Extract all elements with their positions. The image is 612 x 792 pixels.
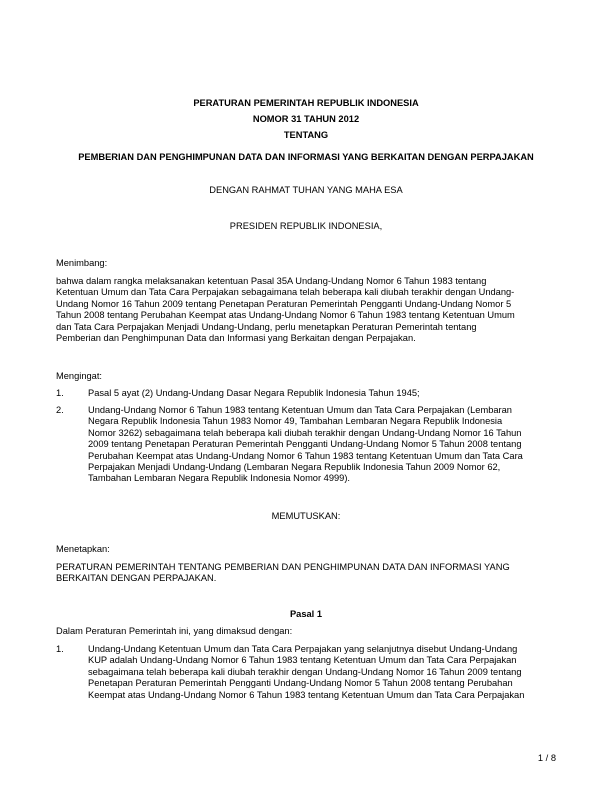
item-number: 1. (56, 388, 64, 398)
rahmat-line: DENGAN RAHMAT TUHAN YANG MAHA ESA (209, 185, 403, 195)
text-line: KUP adalah Undang-Undang Nomor 6 Tahun 1983 tentang Ketentuan Umum dan Tata Cara Perpajakan (88, 655, 517, 666)
text-line: Pemberian dan Penghimpunan Data dan Informasi yang Berkaitan dengan Perpajakan. (56, 333, 416, 344)
title-regulation: PERATURAN PEMERINTAH REPUBLIK INDONESIA (193, 98, 419, 108)
text-line: bahwa dalam rangka melaksanakan ketentuan Pasal 35A Undang-Undang Nomor 6 Tahun 1983 tentang (56, 276, 487, 286)
item-number: 1. (56, 644, 64, 654)
page-number: 1 / 8 (537, 753, 556, 763)
text-line: Keempat atas Undang-Undang Nomor 6 Tahun 1983 tentang Ketentuan Umum dan Tata Cara Perpajakan (88, 689, 525, 700)
item-number: 2. (56, 405, 64, 415)
title-subject: PEMBERIAN DAN PENGHIMPUNAN DATA DAN INFORMASI YANG BERKAITAN DENGAN PERPAJAKAN (78, 152, 534, 162)
text-line: sebagaimana telah beberapa kali diubah terakhir dengan Undang-Undang Nomor 16 Tahun 2009 tentang (88, 666, 522, 677)
text-line: dan Tata Cara Perpajakan Menjadi Undang-Undang, perlu menetapkan Peraturan Pemerintah tentang (56, 321, 477, 332)
text-line: PERATURAN PEMERINTAH TENTANG PEMBERIAN DAN PENGHIMPUNAN DATA DAN INFORMASI YANG (56, 562, 510, 572)
menimbang-paragraph (56, 276, 515, 344)
pasal-intro: Dalam Peraturan Pemerintah ini, yang dimaksud dengan: (56, 626, 293, 636)
memutuskan-heading: MEMUTUSKAN: (271, 511, 341, 521)
text-line: Undang-Undang Ketentuan Umum dan Tata Cara Perpajakan yang selanjutnya disebut Undang-Undang (88, 644, 518, 654)
text-line: Perpajakan Menjadi Undang-Undang (Lembaran Negara Republik Indonesia Tahun 2009 Nomor 62, (88, 462, 501, 473)
text-line: Nomor 3262) sebagaimana telah beberapa kali diubah terakhir dengan Undang-Undang Nomor 16 Tahun (88, 427, 522, 438)
title-tentang: TENTANG (283, 130, 329, 140)
pasal-title: Pasal 1 (289, 609, 323, 619)
menimbang-label: Menimbang: (56, 258, 108, 268)
text-line: Negara Republik Indonesia Tahun 1983 Nomor 49, Tambahan Lembaran Negara Republik Indonesia (88, 416, 503, 427)
text-line: BERKAITAN DENGAN PERPAJAKAN. (56, 573, 217, 584)
text-line: Tahun 2008 tentang Perubahan Keempat atas Undang-Undang Nomor 6 Tahun 1983 tentang Ketentuan Umum (56, 310, 515, 321)
presiden-line: PRESIDEN REPUBLIK INDONESIA, (229, 221, 383, 231)
menetapkan-label: Menetapkan: (56, 544, 110, 554)
title-number: NOMOR 31 TAHUN 2012 (252, 114, 360, 124)
text-line: Pasal 5 ayat (2) Undang-Undang Dasar Negara Republik Indonesia Tahun 1945; (88, 388, 420, 398)
text-line: Ketentuan Umum dan Tata Cara Perpajakan sebagaimana telah beberapa kali diubah terakhir dengan Undang- (56, 287, 515, 298)
text-line: Perubahan Keempat atas Undang-Undang Nomor 6 Tahun 1983 tentang Ketentuan Umum dan Tata Cara (88, 450, 523, 461)
text-line: 2009 tentang Penetapan Peraturan Pemerintah Pengganti Undang-Undang Nomor 5 Tahun 2008 tentang (88, 439, 522, 450)
text-line: Penetapan Peraturan Pemerintah Pengganti Undang-Undang Nomor 5 Tahun 2008 tentang Perubahan (88, 678, 513, 689)
menetapkan-paragraph (56, 562, 510, 585)
text-line: Tambahan Lembaran Negara Republik Indonesia Nomor 4999). (88, 473, 351, 484)
text-line: Undang Nomor 16 Tahun 2009 tentang Penetapan Peraturan Pemerintah Pengganti Undang-Undang Nomor 5 (56, 298, 512, 309)
text-line: Undang-Undang Nomor 6 Tahun 1983 tentang Ketentuan Umum dan Tata Cara Perpajakan (Lembaran (88, 405, 512, 415)
mengingat-label: Mengingat: (56, 371, 102, 381)
